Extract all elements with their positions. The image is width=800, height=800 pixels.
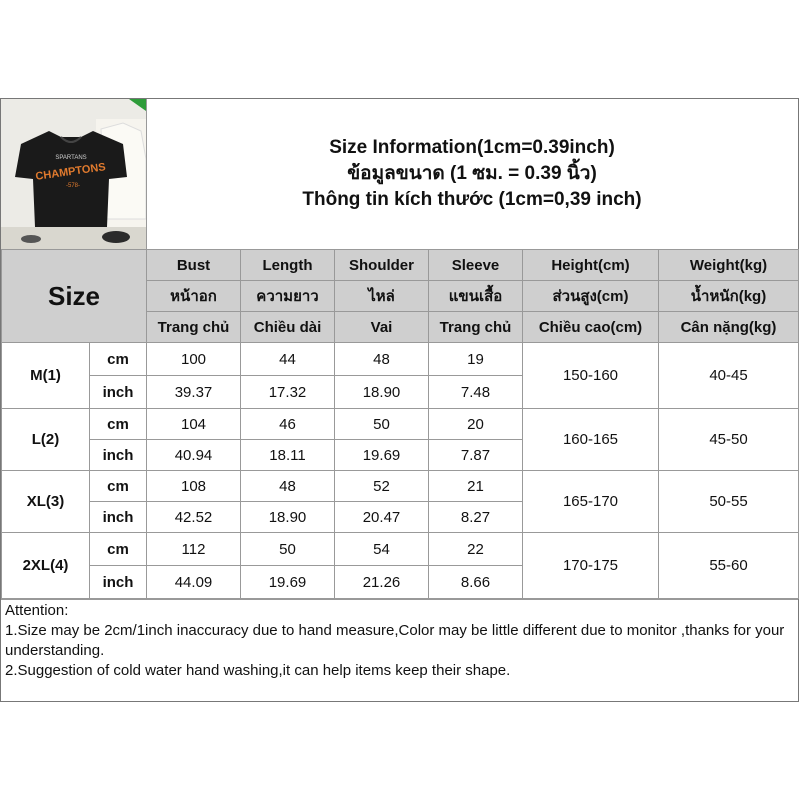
column-header: น้ำหนัก(kg) [659, 281, 799, 312]
measurement-cell: 52 [335, 471, 429, 502]
measurement-cell: 112 [147, 533, 241, 566]
unit-label: cm [90, 471, 147, 502]
size-name: XL(3) [2, 471, 90, 533]
column-header: Length [241, 250, 335, 281]
attention-notes [1, 599, 798, 682]
weight-range: 50-55 [659, 471, 799, 533]
column-header: Weight(kg) [659, 250, 799, 281]
column-header: Bust [147, 250, 241, 281]
measurement-cell: 42.52 [147, 502, 241, 533]
size-name: L(2) [2, 409, 90, 471]
table-row [2, 343, 799, 376]
column-header: แขนเสื้อ [429, 281, 523, 312]
measurement-cell: 40.94 [147, 440, 241, 471]
measurement-cell: 19.69 [241, 566, 335, 599]
column-header: Trang chủ [147, 312, 241, 343]
column-header: Shoulder [335, 250, 429, 281]
measurement-cell: 21 [429, 471, 523, 502]
title-thai: ข้อมูลขนาด (1 ซม. = 0.39 นิ้ว) [347, 163, 597, 184]
column-header: Sleeve [429, 250, 523, 281]
height-range: 160-165 [523, 409, 659, 471]
measurement-cell: 39.37 [147, 376, 241, 409]
table-row [2, 409, 799, 440]
column-header: ไหล่ [335, 281, 429, 312]
measurement-cell: 48 [241, 471, 335, 502]
measurement-cell: 18.90 [241, 502, 335, 533]
measurement-cell: 21.26 [335, 566, 429, 599]
measurement-cell: 48 [335, 343, 429, 376]
measurement-cell: 19 [429, 343, 523, 376]
unit-label: cm [90, 409, 147, 440]
size-name: 2XL(4) [2, 533, 90, 599]
column-header: ความยาว [241, 281, 335, 312]
shirt-print-text: CHAMPTONS [34, 161, 107, 183]
chart-title [146, 99, 798, 249]
measurement-cell: 8.66 [429, 566, 523, 599]
measurement-cell: 54 [335, 533, 429, 566]
measurement-cell: 18.11 [241, 440, 335, 471]
column-header: หน้าอก [147, 281, 241, 312]
height-range: 165-170 [523, 471, 659, 533]
weight-range: 45-50 [659, 409, 799, 471]
notes-line-1: 1.Size may be 2cm/1inch inaccuracy due to hand measure,Color may be little different due to monitor ,thanks for your understanding. [5, 622, 785, 659]
measurement-cell: 20 [429, 409, 523, 440]
measurement-cell: 22 [429, 533, 523, 566]
measurement-cell: 46 [241, 409, 335, 440]
unit-label: inch [90, 440, 147, 471]
shirt-top-text: SPARTANS [55, 155, 87, 161]
measurement-cell: 108 [147, 471, 241, 502]
measurement-cell: 50 [241, 533, 335, 566]
unit-label: inch [90, 566, 147, 599]
column-header: Chiều cao(cm) [523, 312, 659, 343]
size-label: Size [2, 250, 147, 343]
measurement-cell: 18.90 [335, 376, 429, 409]
size-name: M(1) [2, 343, 90, 409]
measurement-cell: 44.09 [147, 566, 241, 599]
measurement-cell: 8.27 [429, 502, 523, 533]
weight-range: 55-60 [659, 533, 799, 599]
tshirt-image [1, 99, 146, 249]
measurement-cell: 104 [147, 409, 241, 440]
height-range: 170-175 [523, 533, 659, 599]
column-header: Trang chủ [429, 312, 523, 343]
column-header: Cân nặng(kg) [659, 312, 799, 343]
column-header: Height(cm) [523, 250, 659, 281]
unit-label: inch [90, 376, 147, 409]
measurement-cell: 20.47 [335, 502, 429, 533]
column-header: Chiều dài [241, 312, 335, 343]
measurement-cell: 44 [241, 343, 335, 376]
measurement-cell: 7.87 [429, 440, 523, 471]
notes-line-2: 2.Suggestion of cold water hand washing,it can help items keep their shape. [5, 662, 511, 679]
table-row [2, 471, 799, 502]
measurement-cell: 7.48 [429, 376, 523, 409]
shirt-sub-text: -578- [65, 183, 81, 189]
measurement-cell: 17.32 [241, 376, 335, 409]
measurement-cell: 19.69 [335, 440, 429, 471]
column-header: Vai [335, 312, 429, 343]
measurement-cell: 100 [147, 343, 241, 376]
table-row [2, 533, 799, 566]
size-chart [0, 98, 799, 702]
weight-range: 40-45 [659, 343, 799, 409]
notes-heading: Attention: [5, 602, 69, 619]
title-english: Size Information(1cm=0.39inch) [329, 137, 615, 158]
height-range: 150-160 [523, 343, 659, 409]
size-table [1, 249, 799, 599]
title-vietnamese: Thông tin kích thước (1cm=0,39 inch) [302, 189, 642, 210]
unit-label: cm [90, 533, 147, 566]
unit-label: cm [90, 343, 147, 376]
column-header: ส่วนสูง(cm) [523, 281, 659, 312]
header-row [2, 250, 799, 281]
measurement-cell: 50 [335, 409, 429, 440]
product-photo [1, 99, 147, 249]
unit-label: inch [90, 502, 147, 533]
